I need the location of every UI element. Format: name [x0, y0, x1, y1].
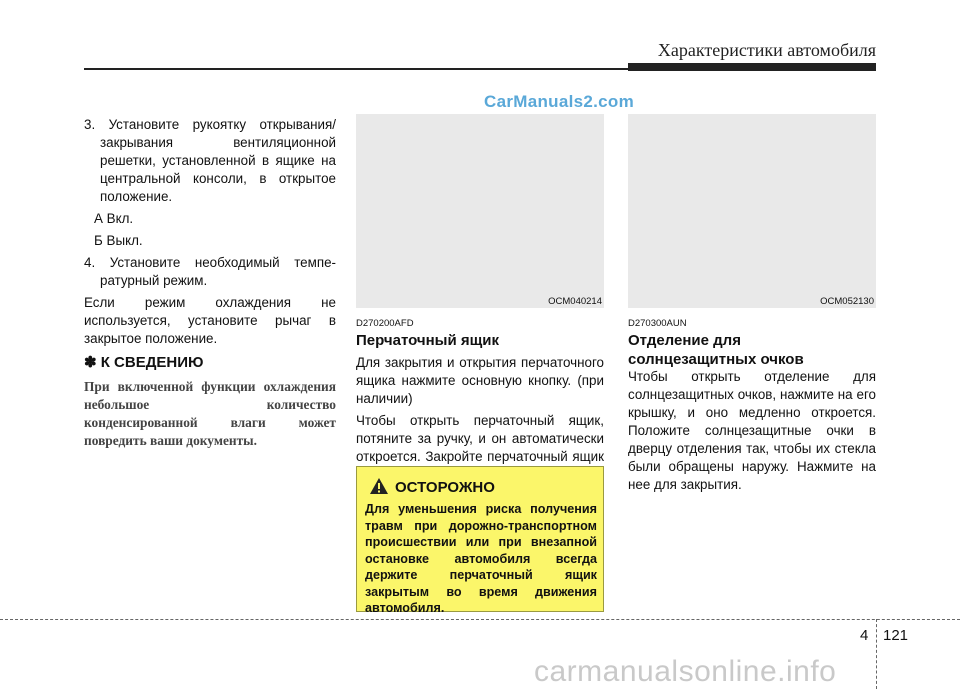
figure-label-glovebox: OCM040214: [548, 296, 602, 307]
cooling-note: Если режим охлаждения не используется, установите рычаг в закрытое положение.: [84, 295, 336, 346]
step-4: 4. Установите необходимый темпе- ратурный режим.: [84, 255, 336, 288]
glovebox-illustration: [356, 114, 604, 308]
footer-dashed-divider: [876, 619, 877, 689]
warning-text: Для уменьшения риска получения травм при дорожно-транспортном происшествии или при внезапной остановке автомобиля всегда держите перчаточный ящик закрытым во время движения автомобиля.: [365, 502, 597, 615]
note-text: При включенной функции охлаждения небольшое количество конденсированной влаги может повредить ваши документы.: [84, 379, 336, 448]
left-column: [84, 116, 336, 450]
option-a: А Вкл.: [94, 211, 134, 226]
sunglass-heading: Отделение для солнцезащитных очков: [628, 332, 804, 368]
footer-dashed-line: [0, 619, 960, 620]
section-code-glovebox: D270200AFD: [356, 318, 414, 329]
footer-watermark[interactable]: carmanualsonline.info: [534, 655, 837, 688]
chapter-number: 4: [860, 627, 869, 644]
header-bar: [628, 63, 876, 71]
site-watermark[interactable]: CarManuals2.com: [484, 92, 634, 111]
page-number: 121: [883, 627, 909, 644]
note-heading: ✽ К СВЕДЕНИЮ: [84, 354, 204, 371]
sunglass-para: Чтобы открыть отделение для солнцезащитных очков, нажмите на его крышку, и оно медленно откроется. Положите солнцезащитные очки в дверцу отделения так, чтобы их стекла были обращены наружу. Нажмите на нее для закрытия.: [628, 369, 876, 492]
sunglass-text: [628, 368, 876, 498]
page-header-title: Характеристики автомобиля: [657, 40, 876, 60]
header-rule: [84, 68, 628, 70]
warning-title: ОСТОРОЖНО: [395, 479, 495, 496]
sunglass-holder-illustration: [628, 114, 876, 308]
glovebox-heading: Перчаточный ящик: [356, 332, 500, 349]
section-code-sunglass: D270300AUN: [628, 318, 687, 329]
glovebox-para-2: Чтобы открыть перчаточный ящик, потяните за ручку, и он автоматически откроется. Закройте перчаточный ящик: [356, 413, 604, 464]
glovebox-para-1: Для закрытия и открытия перчаточного ящика нажмите основную кнопку. (при наличии): [356, 355, 604, 406]
option-b: Б Выкл.: [94, 233, 143, 248]
figure-label-sunglass: OCM052130: [820, 296, 874, 307]
warning-box: [356, 466, 604, 615]
warning-triangle-icon: [369, 477, 389, 495]
step-3: 3. Установите рукоятку открывания/ закрывания вентиляционной решетки, установленной в ящике на центральной консоли, в открытое положение.: [84, 117, 336, 204]
